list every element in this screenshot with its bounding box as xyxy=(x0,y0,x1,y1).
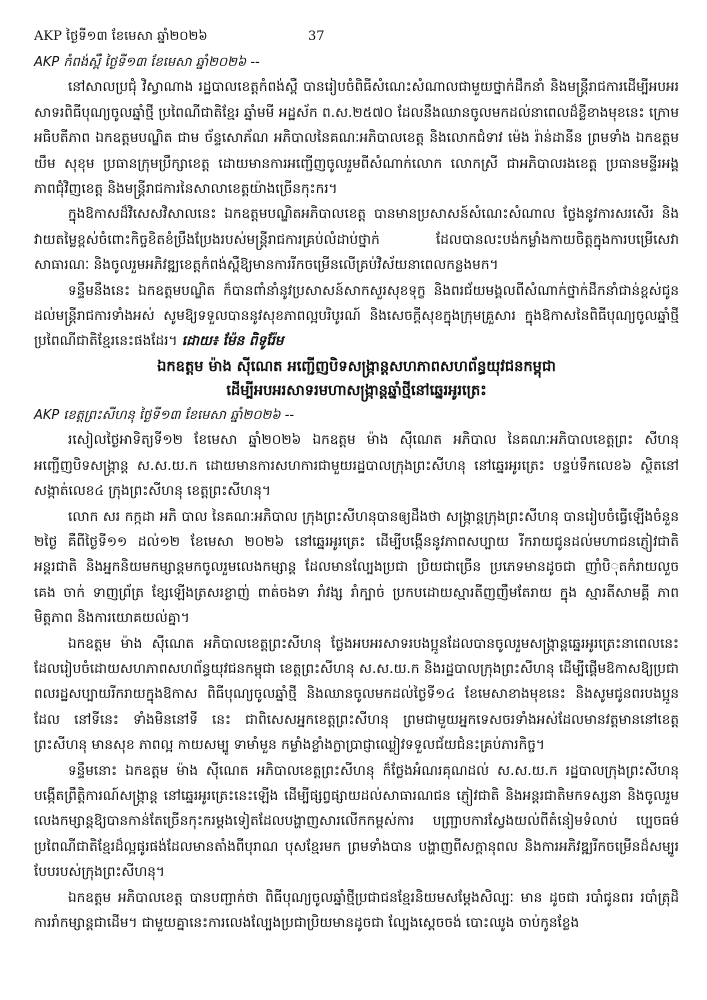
running-header xyxy=(34,24,679,50)
page-number: 37 xyxy=(308,29,325,44)
article-paragraph: ឯកឧត្តម ម៉ាង ស៊ីណេត អភិបាលខេត្តព្រះសីហនុ ថ្លែងអបអរសាទរបងប្អូនដែលបានចូលរួមសង្ក្រាន្តឆ្នេរអូរត្រេះនាពេលនេះ ដែលរៀបចំដោយសហភាពសហព័ន្ធយុវជនកម្ពុជា ខេត្តព្រះសីហនុ ស.ស.យ.ក និងរដ្ឋបាលក្រុងព្រះសីហនុ ដើម្បីផ្ដើមឱកាសឱ្យប្រជាពលរដ្ឋសប្បាយរីករាយក្នុងឱកាស ពិធីបុណ្យចូលឆ្នាំថ្មី និងឈានចូលមកដល់ថ្ងៃទី១៤ ខែមេសាខាងមុខនេះ និងសូមជូនពរបងប្អូនដែល នៅទីនេះ ទាំងមិននៅទី នេះ ជាពិសេសអ្នកខេត្តព្រះសីហនុ ព្រមជាមួយអ្នកទេសចរទាំងអស់ដែលមានវត្តមាននៅខេត្តព្រះសីហនុ មានសុខ ភាពល្អ កាយសម្បូ ទាមាំមួន កម្លាំងខ្លាំងក្លាប្រាជ្ញាឈ្លៀវទទួលជ័យជំនះគ្រប់ភារកិច្ច។ xyxy=(34,635,679,754)
article-paragraph: ក្នុងឱកាសដ៏វិសេសវិសាលនេះ ឯកឧត្តមបណ្ឌិតអភិបាលខេត្ត បានមានប្រសាសន៍សំណេះសំណាល ថ្លែងនូវការសរសើរ និងវាយតម្លៃខ្ពស់ចំពោះកិច្ចខិតខំប្រឹងប្រែងរបស់មន្ត្រីរាជការគ្រប់លំដាប់ថ្នាក់ ដែលបានលះបង់កម្លាំងកាយចិត្តក្នុងការបម្រើសេវាសាធារណៈ និងចូលរួមអភិវឌ្ឍខេត្តកំពង់ស្ពឺឱ្យមានការរីកចម្រើនលើគ្រប់វិស័យនាពេលកន្លងមក។ xyxy=(34,206,679,274)
paragraph-text: ទន្ទឹមនឹងនេះ ឯកឧត្តមបណ្ឌិត ក៏បានពាំនាំនូវប្រសាសន៍សាកសួរសុខទុក្ខ និងពរជ័យមង្គលពីសំណាក់ថ្នាក់ដឹកនាំជាន់ខ្ពស់ជូនដល់មន្ត្រីរាជការទាំងអស់ សូមឱ្យទទួលបាននូវសុខភាពល្អបរិបូរណ៍ និងសេចក្ដីសុខក្នុងក្រុមគ្រួសារ ក្នុងឱកាសនៃពិធីបុណ្យចូលឆ្នាំថ្មី ប្រពៃណីជាតិខ្មែរនេះផងដែរ។ xyxy=(34,282,679,350)
article-paragraph: ទន្ទឹមនោះ ឯកឧត្តម ម៉ាង ស៊ីណេត អភិបាលខេត្តព្រះសីហនុ ក៏ថ្លែងអំណរគុណដល់ ស.ស.យ.ក រដ្ឋបាលក្រុងព្រះសីហនុ បង្កើតព្រឹត្តិការណ៍សង្ក្រាន្ត នៅឆ្នេរអូរត្រេះនេះឡើង ដើម្បីផ្សព្វផ្សាយដល់សាធារណជន ភ្ញៀវជាតិ និងអន្តរជាតិមកទស្សនា និងចូលរួមលេងកម្សាន្តឱ្យបានកាន់តែច្រើនកុះករម្ដងទៀតដែលបង្ហាញសារលើកកម្ពស់ការ បញ្ជ្រាបការស្វែងយល់ពីតំនៀមទំលាប់ ប្បេចធម៌ ប្រពៃណីជាតិខ្មែរដ៏ល្អផូរផង់ដែលមានតាំងពីបុរាណ បុសខ្មែរមក ព្រមទាំងបាន បង្ហាញពីសក្ដានុពល និងការអភិវឌ្ឍរីកចម្រើនដ៏សម្បូរបែបរបស់ក្រុងព្រះសីហនុ។ xyxy=(34,762,679,881)
article-paragraph: លោក សរ កក្កដា អភិ បាល នៃគណៈអភិបាល ក្រុងព្រះសីហនុបានឲ្យដឹងថា សង្ក្រាន្តក្រុងព្រះសីហនុ បានរៀបចំធ្វើឡើងចំនួន ២ថ្ងៃ គឺពីថ្ងៃទី១១ ដល់១២ ខែមេសា ២០២៦ នៅឆ្នេរអូរត្រេះ ដើម្បីបង្កើននូវភាពសប្បាយ រីករាយជូនដល់មហាជនភ្ញៀវជាតិ អន្តរជាតិ និងអ្នកនិយមកម្សាន្តមកចូលរួមលេងកម្សាន្ត ដែលមានល្បែងប្រជា ប្រិយជាច្រើន ប្រភេទមានដូចជា ញាំបិុតកំរាយលួច គេង ចាក់ ទាញព្រ័ត្រ ខ្សែឡើងត្រសរខ្លាញ់ ពាត់ចងទា រាំវង្ស រាំក្បាច់ ប្រកបដោយស្មារតីញញឹមតែរាយ ក្នុង ស្មារតីសាមគ្គី ភាពមិត្តភាព និងការយោគយល់គ្នា។ xyxy=(34,508,679,627)
article-paragraph: នៅសាលប្រជុំ វិស្វាណាង រដ្ឋបាលខេត្តកំពង់ស្ពឺ បានរៀបចំពិធីសំណេះសំណាលជាមួយថ្នាក់ដឹកនាំ និងមន្ត្រីរាជការដើម្បីអបអរសាទរពិធីបុណ្យចូលឆ្នាំថ្មី ប្រពៃណីជាតិខ្មែរ ឆ្នាំមមី អដ្ឋស័ក ព.ស.២៥៧០ ដែលនឹងឈានចូលមកដល់នាពេលដ៏ខ្លីខាងមុខនេះ ក្រោមអធិបតីភាព ឯកឧត្តមបណ្ឌិត ជាម ច័ន្ទសោភ័ណ អភិបាលនៃគណៈអភិបាលខេត្ត និងលោកជំទាវ ម៉េង រ៉ាន់ដានីន ព្រមទាំង ឯកឧត្តម យឹម សុខុម ប្រធានក្រុមប្រឹក្សាខេត្ត ដោយមានការអញ្ជើញចូលរួមពីសំណាក់លោក លោកស្រី ជាអភិបាលរងខេត្ត ប្រធានមន្ទីរអង្គភាពជុំវិញខេត្ត និងមន្ត្រីរាជការនៃសាលាខេត្តយ៉ាងច្រើនកុះករ។ xyxy=(34,79,679,198)
header-dateline: AKP ថ្ងៃទី១៣ ខែមេសា ឆ្នាំ២០២៦ xyxy=(34,29,208,44)
author-byline: ដោយ៖ ម៉ែន ពិទូរ៉ែម xyxy=(181,333,284,350)
article-paragraph: ឯកឧត្តម អភិបាលខេត្ត បានបញ្ជាក់ថា ពិធីបុណ្យចូលឆ្នាំថ្មីប្រជាជនខ្មែរនិយមសម្ដែងសិល្បៈ មាន ដូចជា របាំជូនពរ របាំត្រុដិ ការរាំកម្សាន្តជាដើម។ ជាមួយគ្នានេះការលេងល្បែងប្រជាប្រិយមានដូចជា ល្បែងស្ដេចចង់ បោះឈូង ចាប់កូនខ្លែង xyxy=(34,889,679,931)
article-preah-sihanouk xyxy=(34,355,679,937)
article-dateline: AKP កំពង់ស្ពឺ ថ្ងៃទី១៣ ខែមេសា ឆ្នាំ២០២៦ -- xyxy=(34,55,260,70)
article-paragraph: រសៀលថ្ងៃអាទិត្យទី១២ ខែមេសា ឆ្នាំ២០២៦ ឯកឧត្តម ម៉ាង ស៊ីណេត អភិបាល នៃគណៈអភិបាលខេត្តព្រះ សីហនុ អញ្ជើញបិទសង្ក្រាន្ត ស.ស.យ.ក ដោយមានការសហការជាមួយរដ្ឋបាលក្រុងព្រះសីហនុ នៅឆ្នេរអូរត្រេះ បន្ទប់ទឹកលេខ៦ ស្ថិតនៅសង្កាត់លេខ៤ ក្រុងព្រះសីហនុ ខេត្តព្រះសីហនុ។ xyxy=(34,432,679,500)
article-kampong-speu xyxy=(34,50,679,355)
article-headline: ឯកឧត្តម ម៉ាង ស៊ីណេត អញ្ជើញបិទសង្ក្រាន្តសហភាពសហព័ន្ធយុវជនកម្ពុជា xyxy=(157,357,556,375)
article-headline-continued: ដើម្បីអបអរសាទរមហាសង្ក្រាន្តឆ្នាំថ្មីនៅឆ្នេរអូរត្រេះ xyxy=(226,381,487,399)
article-paragraph xyxy=(34,279,679,355)
article-dateline: AKP ខេត្តព្រះសីហនុ ថ្ងៃទី១៣ ខែមេសា ឆ្នាំ២០២៦ -- xyxy=(34,407,295,423)
